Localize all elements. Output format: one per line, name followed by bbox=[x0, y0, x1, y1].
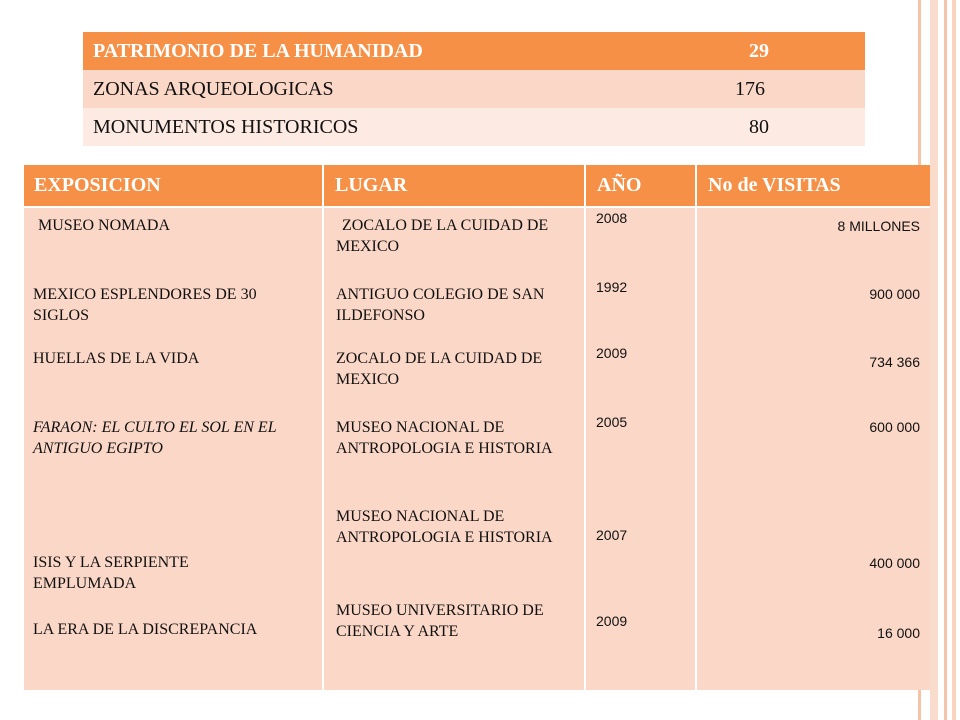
exhibitions-table bbox=[24, 165, 930, 690]
summary-row bbox=[83, 108, 865, 146]
summary-header-row bbox=[83, 32, 865, 70]
exposicion-cell: MEXICO ESPLENDORES DE 30 SIGLOS bbox=[33, 286, 257, 324]
column-header-lugar: LUGAR bbox=[335, 174, 408, 196]
anio-cell: 2007 bbox=[596, 527, 628, 543]
visitas-cell: 600 000 bbox=[869, 419, 920, 435]
summary-row-value: 176 bbox=[735, 78, 765, 100]
column-header-exposicion: EXPOSICION bbox=[34, 174, 161, 196]
summary-header-value: 29 bbox=[749, 40, 769, 62]
anio-cell: 2009 bbox=[596, 613, 628, 629]
summary-table bbox=[83, 32, 865, 146]
visitas-cell: 400 000 bbox=[869, 555, 920, 571]
column-header-anio: AÑO bbox=[597, 174, 642, 196]
exposicion-cell: FARAON: EL CULTO EL SOL EN EL ANTIGUO EGIPTO bbox=[33, 419, 277, 457]
lugar-cell: ZOCALO DE LA CUIDAD DE MEXICO bbox=[336, 217, 549, 255]
lugar-cell: MUSEO UNIVERSITARIO DE CIENCIA Y ARTE bbox=[336, 602, 544, 640]
decorative-line bbox=[944, 0, 947, 720]
visitas-cell: 16 000 bbox=[877, 625, 920, 641]
column-divider bbox=[695, 165, 697, 690]
summary-row bbox=[83, 70, 865, 108]
summary-row-label: MONUMENTOS HISTORICOS bbox=[93, 116, 359, 138]
anio-cell: 1992 bbox=[596, 279, 628, 295]
decorative-line bbox=[952, 0, 956, 720]
anio-cell: 2009 bbox=[596, 345, 628, 361]
decorative-band bbox=[930, 0, 938, 720]
anio-cell: 2008 bbox=[596, 210, 628, 226]
lugar-cell: MUSEO NACIONAL DE ANTROPOLOGIA E HISTORIA bbox=[336, 419, 553, 457]
visitas-cell: 734 366 bbox=[869, 354, 920, 370]
lugar-cell: ZOCALO DE LA CUIDAD DE MEXICO bbox=[336, 350, 543, 388]
header-divider bbox=[24, 206, 930, 208]
exposicion-cell: LA ERA DE LA DISCREPANCIA bbox=[33, 621, 258, 638]
column-divider bbox=[322, 165, 324, 690]
column-header-visitas: No de VISITAS bbox=[708, 174, 841, 196]
column-divider bbox=[584, 165, 586, 690]
exposicion-cell: ISIS Y LA SERPIENTE EMPLUMADA bbox=[33, 554, 189, 592]
summary-row-value: 80 bbox=[749, 116, 769, 138]
visitas-cell: 900 000 bbox=[869, 286, 920, 302]
summary-row-label: ZONAS ARQUEOLOGICAS bbox=[93, 78, 334, 100]
summary-header-label: PATRIMONIO DE LA HUMANIDAD bbox=[93, 40, 423, 62]
lugar-cell: ANTIGUO COLEGIO DE SAN ILDEFONSO bbox=[336, 286, 545, 324]
exposicion-cell: MUSEO NOMADA bbox=[38, 217, 171, 234]
exposicion-cell: HUELLAS DE LA VIDA bbox=[33, 350, 200, 367]
anio-cell: 2005 bbox=[596, 414, 628, 430]
visitas-cell: 8 MILLONES bbox=[837, 218, 920, 234]
lugar-cell: MUSEO NACIONAL DE ANTROPOLOGIA E HISTORIA bbox=[336, 508, 553, 546]
